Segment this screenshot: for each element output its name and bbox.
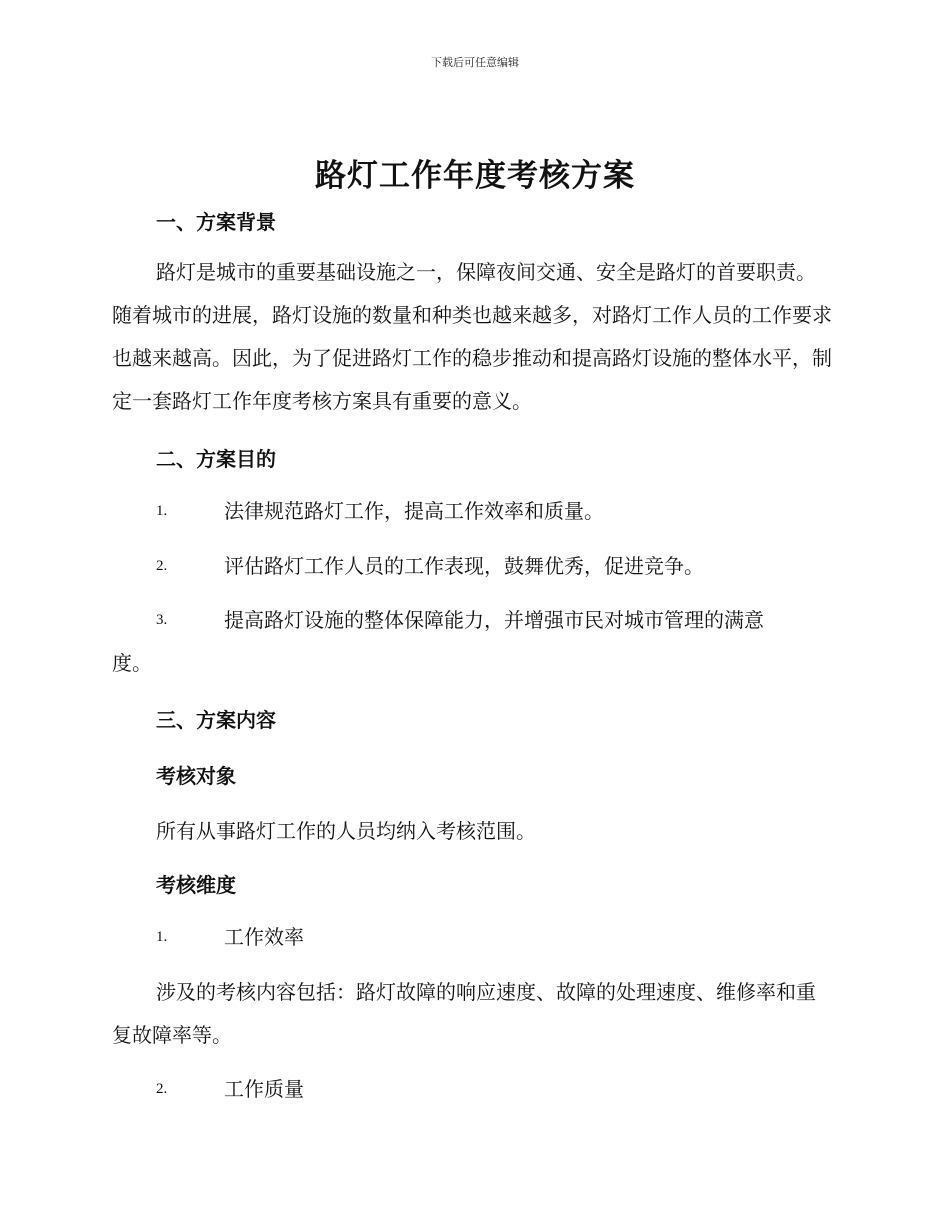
document-title: 路灯工作年度考核方案 [315, 158, 635, 194]
list-number: 2. [156, 1081, 168, 1097]
list-number: 1. [156, 503, 168, 519]
subheading-assessment-target: 考核对象 [156, 764, 236, 788]
section-heading-content: 三、方案内容 [156, 708, 276, 732]
section-heading-background: 一、方案背景 [156, 210, 276, 234]
background-paragraph: 路灯是城市的重要基础设施之一，保障夜间交通、安全是路灯的首要职责。随着城市的进展，路灯设施的数量和种类也越来越多，对路灯工作人员的工作要求也越来越高。因此，为了促进路灯工作的稳步推动和提高路灯设施的整体水平，制定一套路灯工作年度考核方案具有重要的意义。 [112, 260, 832, 413]
assessment-target-text: 所有从事路灯工作的人员均纳入考核范围。 [156, 819, 536, 843]
list-text: 评估路灯工作人员的工作表现，鼓舞优秀，促进竞争。 [224, 554, 704, 578]
list-text: 提高路灯设施的整体保障能力，并增强市民对城市管理的满意 [224, 608, 764, 632]
list-text: 法律规范路灯工作，提高工作效率和质量。 [224, 499, 604, 523]
section-heading-purpose: 二、方案目的 [156, 447, 276, 471]
header-note: 下载后可任意编辑 [431, 56, 519, 69]
list-text: 工作质量 [224, 1077, 304, 1101]
list-number: 2. [156, 558, 168, 574]
list-number: 1. [156, 929, 168, 945]
work-efficiency-paragraph: 涉及的考核内容包括：路灯故障的响应速度、故障的处理速度、维修率和重复故障率等。 [112, 980, 816, 1047]
list-text: 工作效率 [224, 925, 304, 949]
subheading-assessment-dimensions: 考核维度 [156, 873, 236, 897]
list-number: 3. [156, 612, 168, 628]
list-text-continuation: 度。 [112, 651, 152, 675]
